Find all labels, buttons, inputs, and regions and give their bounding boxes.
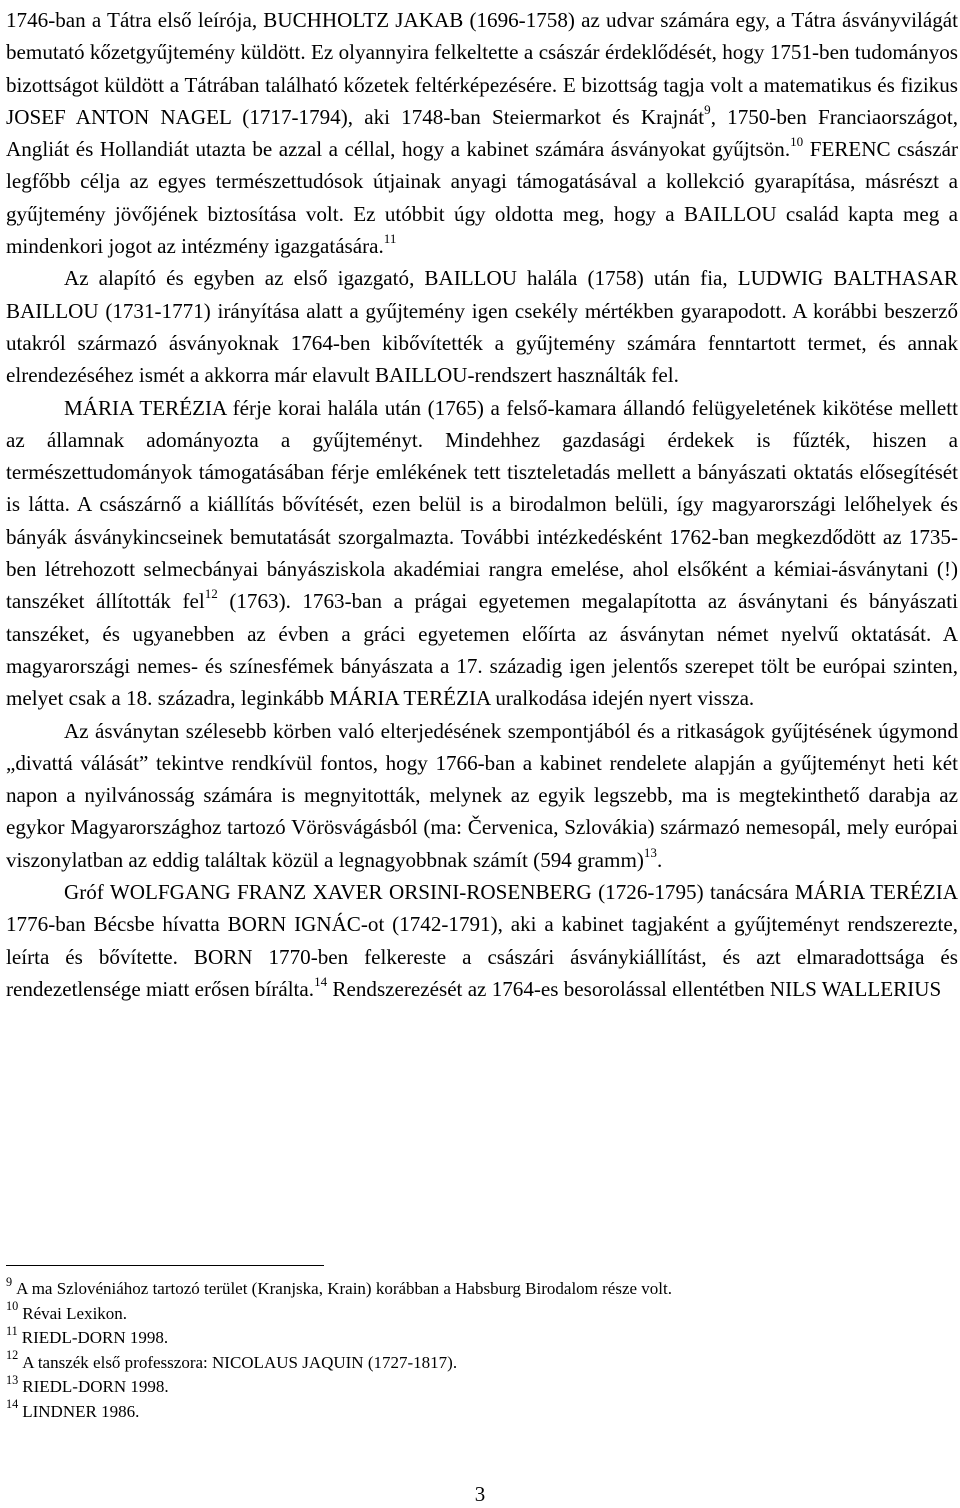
page-number: 3 bbox=[474, 1482, 486, 1506]
footnote-ref-12: 12 bbox=[204, 586, 218, 602]
paragraph-2: Az alapító és egyben az első igazgató, BAILLOU halála (1758) után fia, LUDWIG BALTHASAR BAILLOU (1731-1771) irányítása alatt a gyűjtemény igen csekély mértékben gyarapodott. A korábbi beszerző utakról származó ásványoknak 1764-ben kibővítették a gyűjtemény számára fenntartott termet, és annak elrendezéséhez ismét a akkorra már elavult BAILLOU-rendszert használták fel. bbox=[6, 266, 958, 388]
paragraph-4 bbox=[6, 715, 958, 876]
paragraph-1-text-c: FERENC császár legfőbb célja az egyes természettudósok útjainak anyagi támogatásával a kollekció gyarapítása, másrészt a gyűjtemény jövőjének biztosítása volt. Ez utóbbit úgy oldotta meg, hogy a BAILLOU család kapta meg a mindenkori jogot az intézmény igazgatására. bbox=[6, 137, 958, 259]
paragraph-3 bbox=[6, 392, 958, 715]
footnote-text: A tanszék első professzora: NICOLAUS JAQUIN (1727-1817). bbox=[22, 1352, 458, 1372]
footnote-number: 12 bbox=[6, 1348, 19, 1363]
paragraph-1-text-a: 1746-ban a Tátra első leírója, BUCHHOLTZ JAKAB (1696-1758) az udvar számára egy, a Tátra ásványvilágát bemutató kőzetgyűjtemény küldött. Ez olyannyira felkeltette a császár érdeklődését, hogy 1751-ben tudományos bizottságot küldött a Tátrában található kőzetek feltérképezésére. E bizottság tagja volt a matematikus és fizikus JOSEF ANTON NAGEL (1717-1794), aki 1748-ban Steiermarkot és Krajnát bbox=[6, 8, 958, 129]
footnote-number: 13 bbox=[6, 1372, 19, 1387]
footnote-text: RIEDL-DORN 1998. bbox=[22, 1377, 169, 1397]
paragraph-5-text-b: Rendszerezését az 1764-es besorolással ellentétben NILS WALLERIUS bbox=[327, 976, 942, 1001]
paragraph-4-text-a: Az ásványtan szélesebb körben való elterjedésének szempontjából és a ritkaságok gyűjtésének úgymond „divattá válását” tekintve rendkívül fontos, hogy 1766-ban a kabinet rendelete alapján a gyűjteményt heti két napon a nyilvánosság számára is megnyitották, melynek az egyik legszebb, ma is megtekinthető darabja az egykor Magyarországhoz tartozó Vörösvágásból (ma: Červenica, Szlovákia) származó nemesopál, mely európai viszonylatban az eddig találtak közül a legnagyobbnak számít (594 gramm) bbox=[6, 718, 958, 872]
paragraph-1 bbox=[6, 4, 958, 262]
footnote-12 bbox=[6, 1348, 936, 1376]
footnote-ref-13: 13 bbox=[643, 844, 657, 860]
footnotes bbox=[6, 1274, 936, 1425]
paragraph-4-text-b: . bbox=[656, 847, 663, 872]
footnote-ref-9: 9 bbox=[704, 101, 711, 117]
footnote-number: 9 bbox=[6, 1274, 13, 1289]
body-text bbox=[6, 4, 958, 1005]
footnote-ref-14: 14 bbox=[314, 973, 328, 989]
footnote-11 bbox=[6, 1323, 936, 1351]
footnote-number: 11 bbox=[6, 1323, 18, 1338]
footnote-13 bbox=[6, 1372, 936, 1400]
footnote-number: 14 bbox=[6, 1397, 19, 1412]
paragraph-5 bbox=[6, 876, 958, 1005]
footnote-separator bbox=[6, 1265, 324, 1266]
footnote-9 bbox=[6, 1274, 936, 1302]
paragraph-1-text-b: , 1750-ben Franciaországot, Angliát és Hollandiát utazta be azzal a céllal, hogy a kabinet számára ásványokat gyűjtsön. bbox=[6, 104, 958, 162]
paragraph-5-text-a: Gróf WOLFGANG FRANZ XAVER ORSINI-ROSENBERG (1726-1795) tanácsára MÁRIA TERÉZIA 1776-ban Bécsbe hívatta BORN IGNÁC-ot (1742-1791), aki a kabinet tagjaként a gyűjteményt rendszerezte, leírta és bővítette. BORN 1770-ben felkereste a császári ásványkiállítást, és azt elmaradottsága és rendezetlensége miatt erősen bírálta. bbox=[6, 880, 958, 1001]
footnote-14 bbox=[6, 1397, 936, 1425]
footnote-text: Révai Lexikon. bbox=[22, 1303, 128, 1323]
footnote-text: RIEDL-DORN 1998. bbox=[21, 1328, 169, 1348]
footnote-text: A ma Szlovéniához tartozó terület (Kranjska, Krain) korábban a Habsburg Birodalom része volt. bbox=[16, 1279, 672, 1298]
footnote-ref-10: 10 bbox=[790, 134, 804, 150]
paragraph-3-text-b: (1763). 1763-ban a prágai egyetemen megalapította az ásványtani és bányászati tanszéket, és ugyanebben az évben a gráci egyetemen előírta az ásványtan német nyelvű oktatását. A magyarországi nemes- és színesfémek bányászata a 17. századig igen jelentős szerepet tölt be európai szinten, melyet csak a 18. századra, leginkább MÁRIA TERÉZIA uralkodása idején nyert vissza. bbox=[6, 589, 958, 711]
footnote-number: 10 bbox=[6, 1299, 19, 1314]
paragraph-3-text-a: MÁRIA TERÉZIA férje korai halála után (1765) a felső-kamara állandó felügyeletének kikötése mellett az államnak adományozta a gyűjteményt. Mindehhez gazdasági érdekek is fűzték, hiszen a természettudományok támogatásában férje emlékének tett tiszteletadás mellett a bányászati oktatás elősegítését is látta. A császárnő a kiállítás bővítését, ezen belül is a birodalmon belüli, így magyarországi lelőhelyek és bányák ásványkincseinek bemutatását szorgalmazta. További intézkedésként 1762-ban megkezdődött az 1735-ben létrehozott selmecbányai bányásziskola akadémiai rangra emelése, ahol elsőként a kémiai-ásványtani (!) tanszéket állították fel bbox=[6, 395, 958, 614]
footnote-text: LINDNER 1986. bbox=[22, 1401, 140, 1421]
footnote-ref-11: 11 bbox=[383, 231, 397, 247]
footnote-10 bbox=[6, 1299, 936, 1327]
